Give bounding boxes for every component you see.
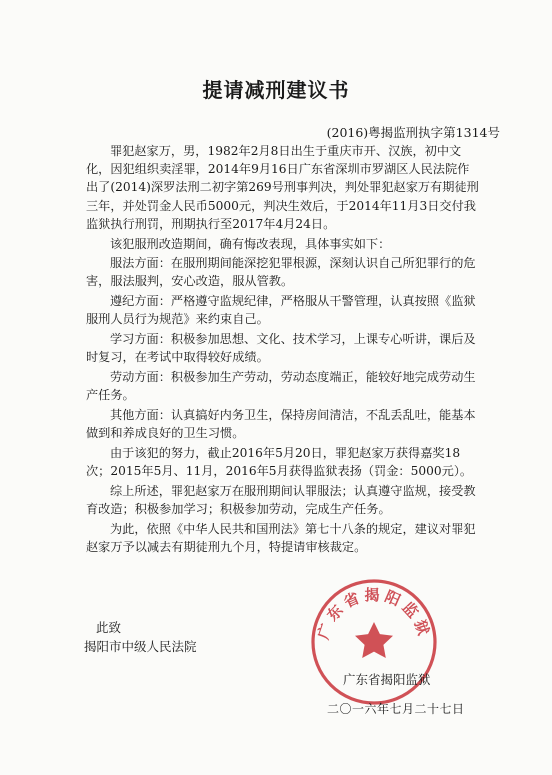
paragraph-labor: 劳动方面：积极参加生产劳动，劳动态度端正，能较好地完成劳动生产任务。	[86, 369, 476, 403]
paragraph-study: 学习方面：积极参加思想、文化、技术学习，上课专心听讲，课后及时复习，在考试中取得较好成绩。	[86, 332, 476, 365]
paragraph-discipline: 遵纪方面：严格遵守监规纪律，严格服从干警管理，认真按照《监狱服刑人员行为规范》来约束自己。	[86, 294, 476, 327]
document-body	[86, 142, 480, 557]
paragraph-other: 其他方面：认真搞好内务卫生，保持房间清洁，不乱丢乱吐，能基本做到和养成良好的卫生习惯。	[86, 407, 476, 441]
paragraph-rewards: 由于该犯的努力，截止2016年5月20日，罪犯赵家万获得嘉奖18次；2015年5月、11月，2016年5月获得监狱表扬（罚金：5000元）。	[86, 445, 473, 478]
recipient-court: 揭阳市中级人民法院	[84, 639, 197, 654]
document-title: 提请减刑建议书	[202, 78, 350, 102]
closing-salutation: 此致	[96, 620, 122, 635]
seal-text: 广东省揭阳监狱	[314, 586, 434, 642]
paragraph-recommendation: 为此，依照《中华人民共和国刑法》第七十八条的规定，建议对罪犯赵家万予以减去有期徒刑九个月，特提请审核裁定。	[86, 521, 476, 554]
paragraph-summary: 综上所述，罪犯赵家万在服刑期间认罪服法；认真遵守监规，接受教育改造；积极参加学习；积极参加劳动，完成生产任务。	[86, 483, 476, 516]
signatory-organization: 广东省揭阳监狱	[343, 672, 431, 687]
official-seal	[308, 576, 440, 708]
star-icon	[355, 622, 393, 658]
paragraph-criminal-info: 罪犯赵家万，男，1982年2月8日出生于重庆市开、汉族，初中文化，因犯组织卖淫罪，2014年9月16日广东省深圳市罗湖区人民法院作出了(2014)深罗法刑二初字第269号刑事判决，判处罪犯赵家万有期徒刑三年，并处罚金人民币5000元，判决生效后，于2014年11月3日交付我监狱执行刑罚，刑期执行至2017年4月24日。	[86, 144, 479, 231]
signature-date: 二〇一六年七月二十七日	[327, 702, 465, 716]
paragraph-intro: 该犯服刑改造期间，确有悔改表现，具体事实如下：	[110, 236, 391, 251]
paragraph-obedience: 服法方面：在服刑期间能深挖犯罪根源，深刻认识自己所犯罪行的危害，服法服判，安心改造，服从管教。	[86, 256, 476, 289]
document-number: (2016)粤揭监刑执字第1314号	[326, 125, 500, 140]
